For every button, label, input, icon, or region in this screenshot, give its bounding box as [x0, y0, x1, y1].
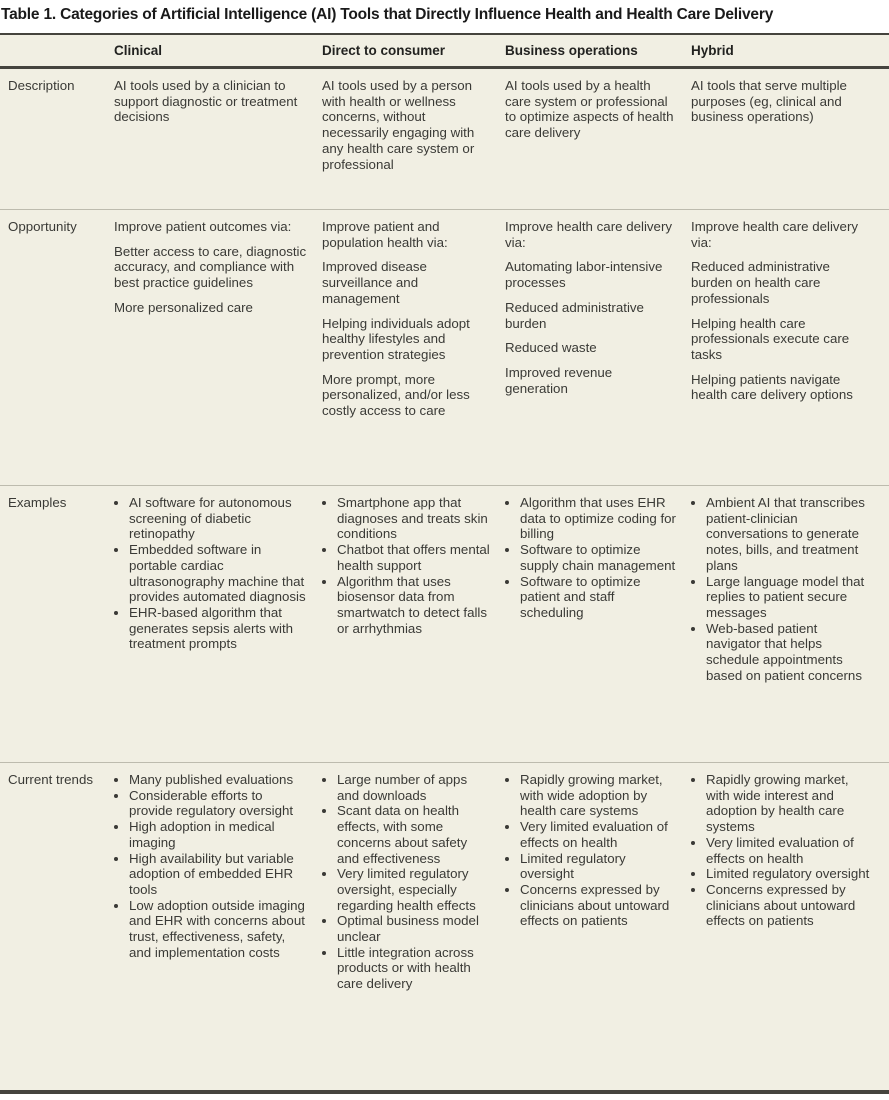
- table-cell: [691, 486, 889, 762]
- ai-categories-table: [0, 33, 889, 1095]
- cell-paragraph: Helping health care professionals execute care tasks: [691, 315, 850, 362]
- table-body: [0, 69, 889, 1090]
- bullet-item: • Embedded software in portable cardiac ultrasonography machine that provides automated diagnosis: [129, 542, 308, 605]
- cell-paragraph: AI tools used by a health care system or professional to optimize aspects of health care delivery: [505, 78, 674, 141]
- cell-paragraph: Helping patients navigate health care delivery options: [691, 371, 853, 403]
- bullet-list: [691, 772, 875, 929]
- column-header-hybrid: Hybrid: [691, 42, 734, 58]
- table-title: Table 1. Categories of Artificial Intelligence (AI) Tools that Directly Influence Health and Health Care Delivery: [1, 6, 774, 23]
- cell-paragraph: AI tools that serve multiple purposes (eg, clinical and business operations): [691, 78, 847, 125]
- table-row: [0, 69, 889, 209]
- bullet-item: • EHR-based algorithm that generates sepsis alerts with treatment prompts: [129, 605, 308, 652]
- row-label: Current trends: [8, 772, 93, 788]
- bullet-item: • High availability but variable adoption of embedded EHR tools: [129, 851, 308, 898]
- bullet-list: [114, 772, 308, 960]
- table-row: [0, 762, 889, 1090]
- bullet-item: • Scant data on health effects, with some concerns about safety and effectiveness: [337, 803, 491, 866]
- row-label: Description: [8, 78, 75, 94]
- bullet-item: • Little integration across products or with health care delivery: [337, 945, 491, 992]
- bullet-item: • Many published evaluations: [129, 772, 308, 788]
- bullet-list: [505, 772, 677, 929]
- table-cell: [114, 69, 322, 209]
- bullet-list: [691, 495, 875, 683]
- table-cell: [691, 69, 889, 209]
- bullet-list: [322, 495, 491, 636]
- bullet-item: • Software to optimize patient and staff scheduling: [520, 574, 677, 621]
- table-cell: [505, 69, 691, 209]
- bullet-item: • Concerns expressed by clinicians about untoward effects on patients: [706, 882, 875, 929]
- bullet-list: [114, 495, 308, 652]
- table-header-row: [0, 35, 889, 70]
- bullet-item: • Smartphone app that diagnoses and treats skin conditions: [337, 495, 491, 542]
- bullet-item: • Very limited evaluation of effects on health: [706, 835, 875, 866]
- row-label: Examples: [8, 495, 67, 511]
- cell-paragraph: Improve health care delivery via:: [505, 219, 673, 250]
- header-corner-cell: [0, 35, 114, 67]
- bullet-item: • Limited regulatory oversight: [706, 866, 875, 882]
- bullet-item: • Software to optimize supply chain management: [520, 542, 677, 573]
- cell-paragraph: Automating labor-intensive processes: [505, 259, 663, 291]
- bullet-list: [505, 495, 677, 621]
- cell-paragraph: Reduced administrative burden on health care professionals: [691, 259, 830, 306]
- bullet-item: • Rapidly growing market, with wide adoption by health care systems: [520, 772, 677, 819]
- bullet-item: • Large number of apps and downloads: [337, 772, 491, 803]
- table-cell: [114, 763, 322, 1090]
- table-cell: [505, 486, 691, 762]
- cell-paragraph: Improve patient and population health via:: [322, 219, 448, 250]
- table-cell: [505, 210, 691, 485]
- table-cell: [322, 69, 505, 209]
- cell-paragraph: Improve patient outcomes via:: [114, 219, 292, 235]
- cell-paragraph: Improved revenue generation: [505, 364, 613, 396]
- table-row: [0, 209, 889, 485]
- bullet-item: • Low adoption outside imaging and EHR with concerns about trust, effectiveness, safety, and implementation costs: [129, 898, 308, 961]
- cell-paragraph: More personalized care: [114, 299, 253, 315]
- bullet-item: • Algorithm that uses biosensor data from smartwatch to detect falls or arrhythmias: [337, 574, 491, 637]
- cell-paragraph: AI tools used by a clinician to support diagnostic or treatment decisions: [114, 78, 298, 125]
- bullet-item: • Considerable efforts to provide regulatory oversight: [129, 788, 308, 819]
- bullet-item: • Chatbot that offers mental health support: [337, 542, 491, 573]
- table-cell: [691, 210, 889, 485]
- table-cell: [322, 486, 505, 762]
- table-cell: [322, 763, 505, 1090]
- bullet-item: • Ambient AI that transcribes patient-clinician conversations to generate notes, bills, and treatment plans: [706, 495, 875, 573]
- bullet-item: • Rapidly growing market, with wide interest and adoption by health care systems: [706, 772, 875, 835]
- column-header-clinical: Clinical: [114, 42, 163, 58]
- cell-paragraph: Reduced waste: [505, 340, 597, 356]
- column-header-direct-to-consumer: Direct to consumer: [322, 42, 446, 58]
- bullet-item: • Web-based patient navigator that helps schedule appointments based on patient concerns: [706, 621, 875, 684]
- table-cell: [691, 763, 889, 1090]
- table-cell: [322, 210, 505, 485]
- cell-paragraph: AI tools used by a person with health or wellness concerns, without necessarily engaging with any health care system or professional: [322, 78, 475, 172]
- bullet-list: [322, 772, 491, 992]
- bullet-item: • High adoption in medical imaging: [129, 819, 308, 850]
- cell-paragraph: Improve health care delivery via:: [691, 219, 859, 250]
- bullet-item: • Limited regulatory oversight: [520, 851, 677, 882]
- table-cell: [505, 763, 691, 1090]
- table-row: [0, 485, 889, 762]
- table-cell: [114, 210, 322, 485]
- bullet-item: • Concerns expressed by clinicians about untoward effects on patients: [520, 882, 677, 929]
- column-header-business-operations: Business operations: [505, 42, 638, 58]
- cell-paragraph: Reduced administrative burden: [505, 299, 644, 331]
- bullet-item: • Algorithm that uses EHR data to optimize coding for billing: [520, 495, 677, 542]
- cell-paragraph: Helping individuals adopt healthy lifestyles and prevention strategies: [322, 315, 470, 362]
- bullet-item: • AI software for autonomous screening of diabetic retinopathy: [129, 495, 308, 542]
- cell-paragraph: More prompt, more personalized, and/or less costly access to care: [322, 371, 470, 418]
- cell-paragraph: Better access to care, diagnostic accuracy, and compliance with best practice guidelines: [114, 243, 307, 291]
- bullet-item: • Very limited evaluation of effects on health: [520, 819, 677, 850]
- row-label: Opportunity: [8, 219, 77, 235]
- cell-paragraph: Improved disease surveillance and management: [322, 259, 427, 306]
- table-cell: [114, 486, 322, 762]
- bullet-item: • Very limited regulatory oversight, especially regarding health effects: [337, 866, 491, 913]
- bullet-item: • Large language model that replies to patient secure messages: [706, 574, 875, 621]
- bullet-item: • Optimal business model unclear: [337, 913, 491, 944]
